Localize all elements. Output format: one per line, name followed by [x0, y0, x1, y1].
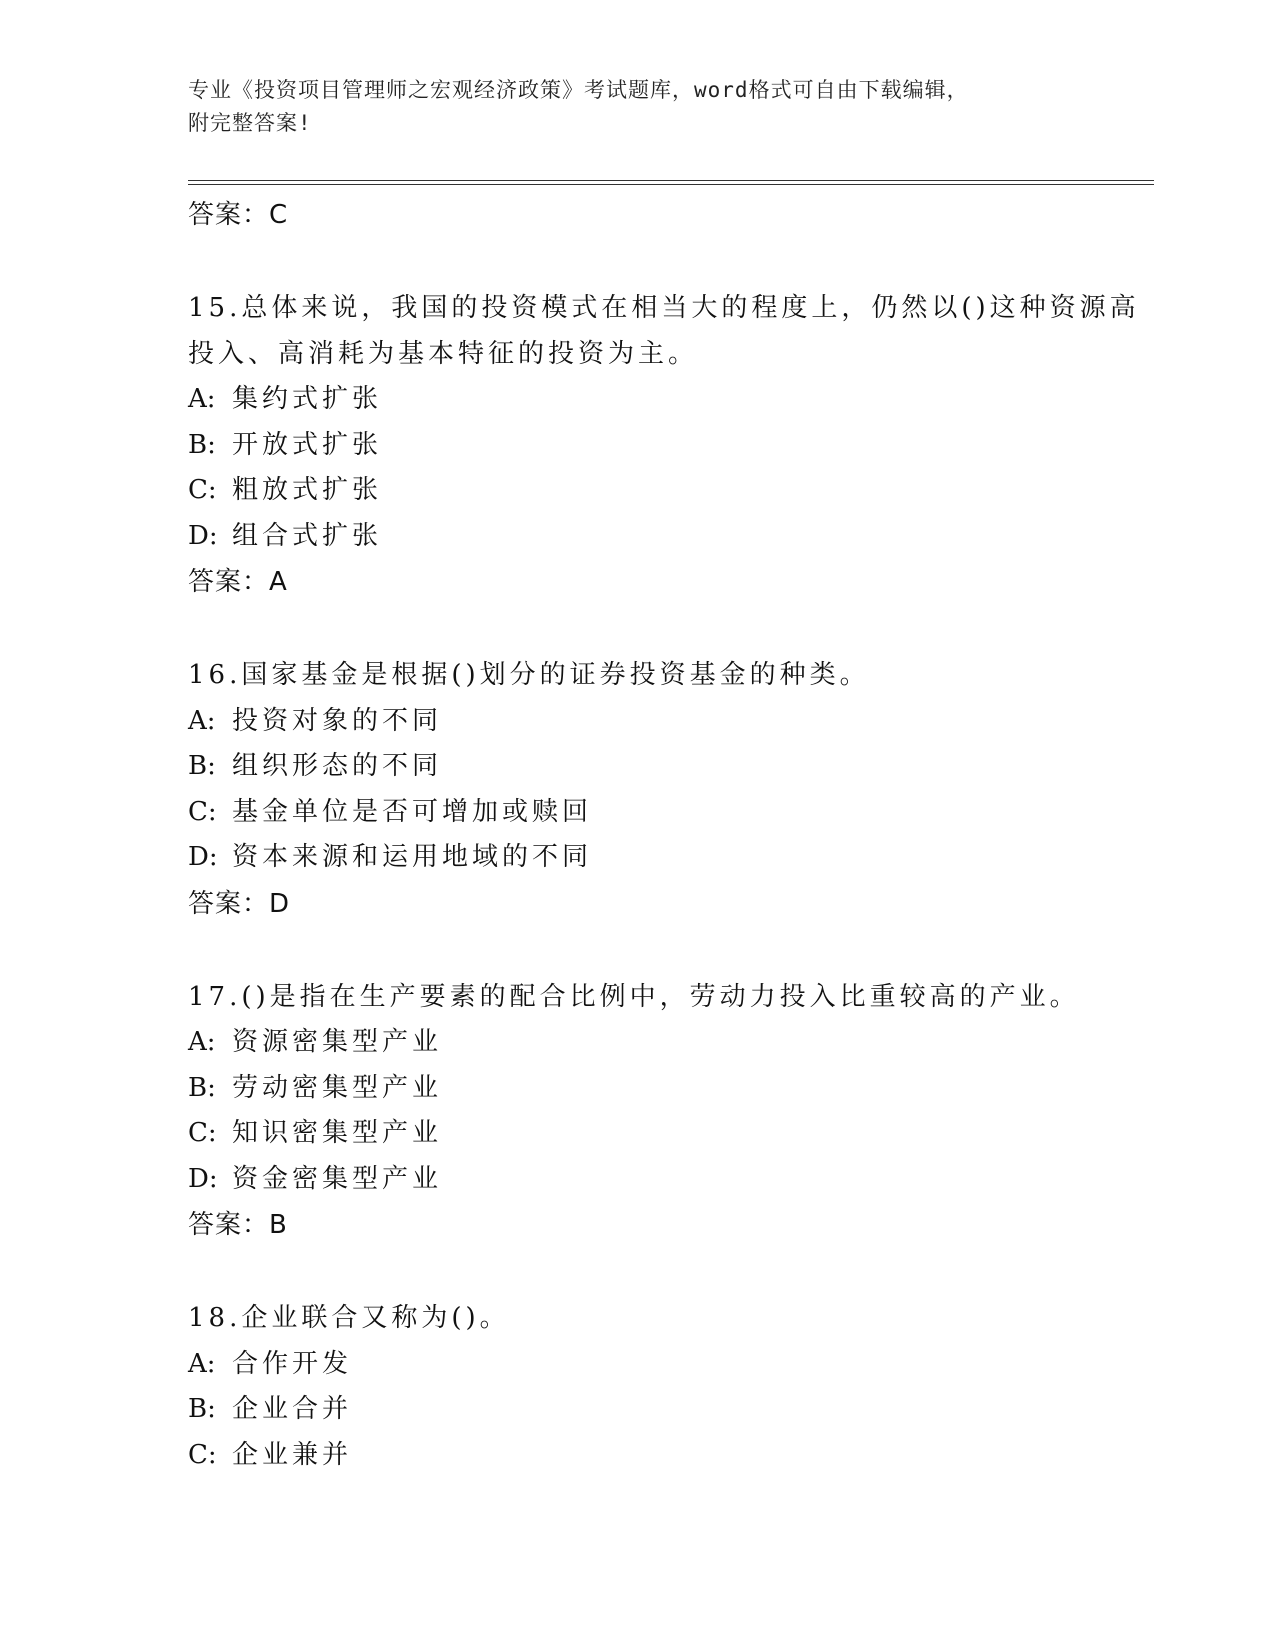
option-letter: C: [188, 1439, 217, 1470]
option-b [188, 1066, 1148, 1112]
option-text: 开放式扩张 [232, 429, 383, 460]
option-d [188, 1157, 1148, 1203]
option-text: 资源密集型产业 [232, 1027, 443, 1057]
option-letter: A: [188, 1348, 216, 1379]
option-letter: C: [188, 796, 217, 827]
option-d [188, 835, 1148, 881]
option-d [188, 514, 1148, 560]
header-divider-top [188, 180, 1154, 181]
header-divider-bottom [188, 184, 1154, 185]
option-b [188, 744, 1148, 790]
answer-line: 答案：C [188, 200, 289, 230]
option-letter: D: [188, 842, 218, 872]
option-letter: C: [188, 475, 217, 505]
question-text: 15.总体来说，我国的投资模式在相当大的程度上，仍然以()这种资源高投入、高消耗为基本特征的投资为主。 [188, 293, 1140, 369]
option-text: 合作开发 [232, 1348, 353, 1379]
answer-line: 答案：A [188, 567, 288, 597]
option-letter: A: [188, 705, 216, 736]
option-text: 投资对象的不同 [232, 705, 443, 736]
option-letter: C: [188, 1118, 217, 1148]
option-c [188, 790, 1148, 836]
option-text: 粗放式扩张 [232, 475, 383, 505]
option-b [188, 1387, 1148, 1433]
option-letter: D: [188, 1163, 218, 1194]
question-17 [188, 975, 1148, 1245]
option-c [188, 1433, 1148, 1479]
option-text: 企业合并 [232, 1394, 353, 1424]
option-letter: A: [188, 1027, 216, 1057]
option-text: 知识密集型产业 [232, 1118, 443, 1148]
option-text: 劳动密集型产业 [232, 1072, 443, 1103]
question-list [188, 192, 1148, 1478]
option-a [188, 699, 1148, 745]
option-a [188, 377, 1148, 423]
option-letter: B: [188, 751, 216, 781]
question-15 [188, 286, 1148, 601]
option-a [188, 1342, 1148, 1388]
option-text: 资本来源和运用地域的不同 [232, 842, 593, 872]
option-letter: B: [188, 1394, 216, 1424]
option-text: 基金单位是否可增加或赎回 [232, 796, 593, 827]
option-text: 集约式扩张 [232, 384, 383, 414]
question-16 [188, 653, 1148, 923]
option-letter: B: [188, 429, 216, 460]
option-text: 组合式扩张 [232, 520, 383, 551]
question-text: 18.企业联合又称为()。 [188, 1303, 510, 1333]
option-text: 企业兼并 [232, 1439, 353, 1470]
option-c [188, 468, 1148, 514]
option-letter: B: [188, 1072, 216, 1103]
answer-line: 答案：D [188, 888, 291, 919]
header-line-1: 专业《投资项目管理师之宏观经济政策》考试题库，word格式可自由下载编辑， [188, 78, 969, 102]
question-18 [188, 1296, 1148, 1478]
option-letter: A: [188, 384, 216, 414]
header-line-2: 附完整答案! [188, 111, 312, 135]
option-a [188, 1020, 1148, 1066]
option-text: 资金密集型产业 [232, 1163, 443, 1194]
question-text: 17.()是指在生产要素的配合比例中，劳动力投入比重较高的产业。 [188, 981, 1080, 1012]
option-letter: D: [188, 520, 218, 551]
document-header [188, 74, 1068, 140]
answer-line: 答案：B [188, 1210, 288, 1240]
option-b [188, 423, 1148, 469]
option-text: 组织形态的不同 [232, 751, 443, 781]
option-c [188, 1111, 1148, 1157]
question-text: 16.国家基金是根据()划分的证券投资基金的种类。 [188, 660, 870, 690]
